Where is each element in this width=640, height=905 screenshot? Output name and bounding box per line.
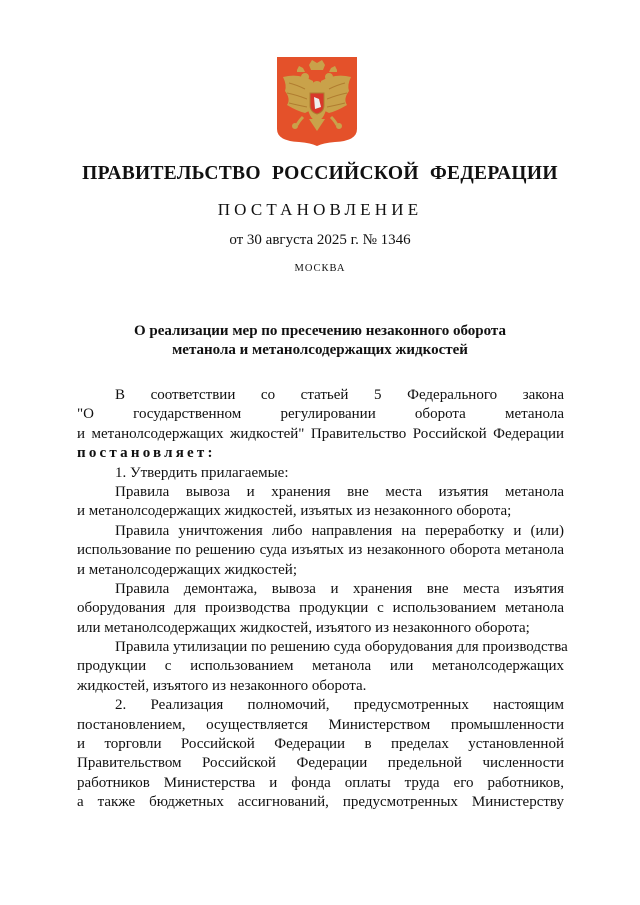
- body-line: В соответствии со статьей 5 Федерального закона: [115, 387, 564, 403]
- document-type: ПОСТАНОВЛЕНИЕ: [217, 200, 423, 219]
- document-city: МОСКВА: [294, 263, 346, 274]
- body-line: использование по решению суда изъятых из незаконного оборота метанола: [77, 542, 564, 559]
- document-date-number: от 30 августа 2025 г. № 1346: [229, 232, 411, 248]
- body-line: или метанолсодержащих жидкостей, изъятого из незаконного оборота;: [77, 619, 530, 636]
- body-line: оборудования для производства продукции с использованием метанола: [77, 600, 564, 617]
- body-line: работников Министерства и фонда оплаты труда его работников,: [77, 774, 564, 791]
- body-line: Правительством Российской Федерации предельной численности: [77, 755, 564, 772]
- body-line: 2. Реализация полномочий, предусмотренных настоящим: [115, 697, 564, 714]
- body-line: а также бюджетных ассигнований, предусмотренных Министерству: [77, 794, 564, 811]
- body-line: Правила утилизации по решению суда оборудования для производства: [115, 639, 568, 656]
- body-line: "О государственном регулировании оборота метанола: [77, 406, 564, 423]
- russian-coat-of-arms-icon: [275, 55, 359, 147]
- body-line: и метанолсодержащих жидкостей;: [77, 561, 297, 578]
- body-line: постановлением, осуществляется Министерством промышленности: [77, 716, 564, 733]
- body-line: и метанолсодержащих жидкостей, изъятых из незаконного оборота;: [77, 503, 512, 520]
- body-line: и торговли Российской Федерации в пределах установленной: [77, 736, 564, 753]
- government-title: ПРАВИТЕЛЬСТВО РОССИЙСКОЙ ФЕДЕРАЦИИ: [82, 163, 558, 184]
- body-line: и метанолсодержащих жидкостей" Правительство Российской Федерации: [77, 425, 564, 442]
- body-line: жидкостей, изъятого из незаконного оборота.: [77, 677, 367, 694]
- subject-line-1: О реализации мер по пресечению незаконного оборота: [134, 323, 506, 339]
- body-line: постановляет:: [77, 445, 216, 462]
- body-line: продукции с использованием метанола или метанолсодержащих: [77, 658, 564, 675]
- body-line: 1. Утвердить прилагаемые:: [115, 464, 289, 481]
- document-body: [77, 386, 568, 813]
- document-subject: [0, 322, 640, 360]
- body-line: Правила уничтожения либо направления на переработку и (или): [115, 522, 564, 539]
- body-line: Правила демонтажа, вывоза и хранения вне места изъятия: [115, 580, 564, 597]
- body-line: Правила вывоза и хранения вне места изъятия метанола: [115, 483, 564, 500]
- subject-line-2: метанола и метанолсодержащих жидкостей: [172, 342, 468, 358]
